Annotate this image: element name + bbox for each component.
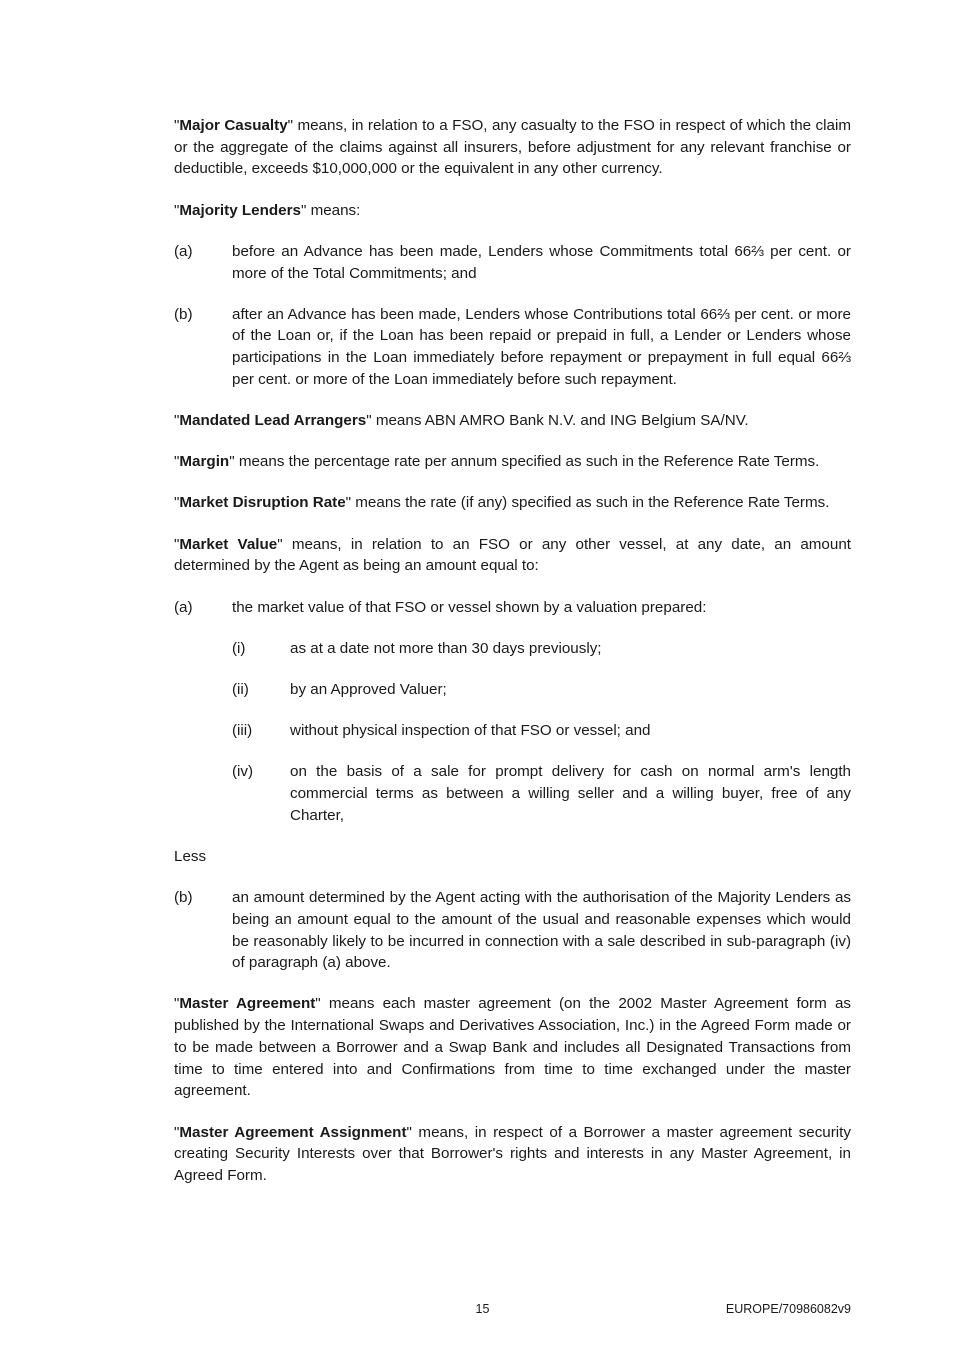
list-item-text: before an Advance has been made, Lenders whose Commitments total 66⅔ per cent. or more of the Total Commitments; and: [232, 242, 851, 282]
sub-list-item: [174, 679, 851, 701]
definition-text: means, in relation to an FSO or any other vessel, at any date, an amount determined by the Agent as being an amount equal to:: [174, 535, 851, 575]
definition-term: Market Disruption Rate: [179, 494, 346, 512]
less-connector: Less: [174, 847, 207, 865]
sub-list-item-text: without physical inspection of that FSO or vessel; and: [290, 722, 651, 740]
definition-term: Mandated Lead Arrangers: [179, 412, 367, 430]
list-item-label: (b): [174, 305, 193, 323]
list-item: [174, 304, 851, 391]
definition-text: means ABN AMRO Bank N.V. and ING Belgium SA/NV.: [371, 412, 749, 430]
definition-market-value: "Market Value" means, in relation to an FSO or any other vessel, at any date, an amount determined by the Agent as being an amount equal to:: [174, 535, 851, 575]
sub-list-item: [174, 638, 851, 660]
definition-major-casualty: "Major Casualty" means, in relation to a FSO, any casualty to the FSO in respect of which the claim or the aggregate of the claims against all insurers, before adjustment for any relevant franchise or deductible, exceeds $10,000,000 or the equivalent in any other currency.: [174, 117, 851, 178]
definition-term: Master Agreement: [179, 995, 316, 1013]
sub-list-item: [174, 720, 851, 742]
sub-list-item-label: (iv): [232, 763, 254, 781]
document-reference: EUROPE/70986082v9: [725, 1302, 851, 1316]
definition-majority-lenders: "Majority Lenders" means:: [174, 201, 361, 219]
list-item-text: the market value of that FSO or vessel shown by a valuation prepared:: [232, 598, 707, 616]
definition-term: Majority Lenders: [179, 201, 301, 219]
definition-mandated-lead-arrangers: "Mandated Lead Arrangers" means ABN AMRO Bank N.V. and ING Belgium SA/NV.: [174, 412, 749, 430]
sub-list-item-text: as at a date not more than 30 days previously;: [290, 639, 602, 657]
list-item: [174, 241, 851, 284]
sub-list-item-label: (ii): [232, 680, 249, 698]
definition-market-disruption-rate: "Market Disruption Rate" means the rate (if any) specified as such in the Reference Rate Terms.: [174, 494, 830, 512]
definition-text: means the percentage rate per annum specified as such in the Reference Rate Terms.: [234, 453, 820, 471]
definition-text: means, in relation to a FSO, any casualty to the FSO in respect of which the claim or the aggregate of the claims against all insurers, before adjustment for any relevant franchise or deductible, exceeds $10,000,000 or the equivalent in any other currency.: [174, 117, 851, 178]
definition-text: means, in respect of a Borrower a master agreement security creating Security Interests over that Borrower's rights and interests in any Master Agreement, in Agreed Form.: [174, 1123, 851, 1184]
list-item-label: (b): [174, 889, 193, 907]
definition-master-agreement-assignment: "Master Agreement Assignment" means, in respect of a Borrower a master agreement security creating Security Interests over that Borrower's rights and interests in any Master Agreement, in Agreed Form.: [174, 1123, 851, 1184]
definition-term: Market Value: [179, 535, 278, 553]
document-body: [174, 115, 851, 1206]
definition-margin: "Margin" means the percentage rate per annum specified as such in the Reference Rate Terms.: [174, 453, 820, 471]
sub-list-item-label: (iii): [232, 722, 253, 740]
definition-term: Major Casualty: [179, 117, 288, 134]
definition-term: Master Agreement Assignment: [179, 1123, 407, 1141]
sub-list-item: [174, 761, 851, 826]
list-item-label: (a): [174, 242, 193, 260]
definition-text: means each master agreement (on the 2002 Master Agreement form as published by the International Swaps and Derivatives Association, Inc.) in the Agreed Form made or to be made between a Borrower and a Swap Bank and includes all Designated Transactions from time to time entered into and Confirmations from time to time exchanged under the master agreement.: [174, 995, 852, 1100]
list-item-text: after an Advance has been made, Lenders whose Contributions total 66⅔ per cent. or more of the Loan or, if the Loan has been repaid or prepaid in full, a Lender or Lenders whose participations in the Loan immediately before repayment or prepayment in full equal 66⅔ per cent. or more of the Loan immediately before such repayment.: [232, 305, 851, 388]
definition-text: means the rate (if any) specified as such in the Reference Rate Terms.: [351, 494, 830, 512]
list-item: [174, 887, 851, 974]
sub-list-item-text: on the basis of a sale for prompt delivery for cash on normal arm's length commercial terms as between a willing seller and a willing buyer, free of any Charter,: [290, 763, 851, 824]
list-item: [174, 597, 851, 619]
sub-list-item-text: by an Approved Valuer;: [290, 680, 447, 698]
definition-term: Margin: [179, 453, 230, 471]
list-item-label: (a): [174, 598, 193, 616]
definition-master-agreement: "Master Agreement" means each master agreement (on the 2002 Master Agreement form as published by the International Swaps and Derivatives Association, Inc.) in the Agreed Form made or to be made between a Borrower and a Swap Bank and includes all Designated Transactions from time to time entered into and Confirmations from time to time exchanged under the master agreement.: [174, 995, 852, 1100]
list-item-text: an amount determined by the Agent acting with the authorisation of the Majority Lenders as being an amount equal to the amount of the usual and reasonable expenses which would be reasonably likely to be incurred in connection with a sale described in sub-paragraph (iv) of paragraph (a) above.: [232, 889, 851, 972]
definition-text: means:: [306, 201, 361, 219]
sub-list-item-label: (i): [232, 639, 246, 657]
page-number: 15: [475, 1302, 490, 1316]
